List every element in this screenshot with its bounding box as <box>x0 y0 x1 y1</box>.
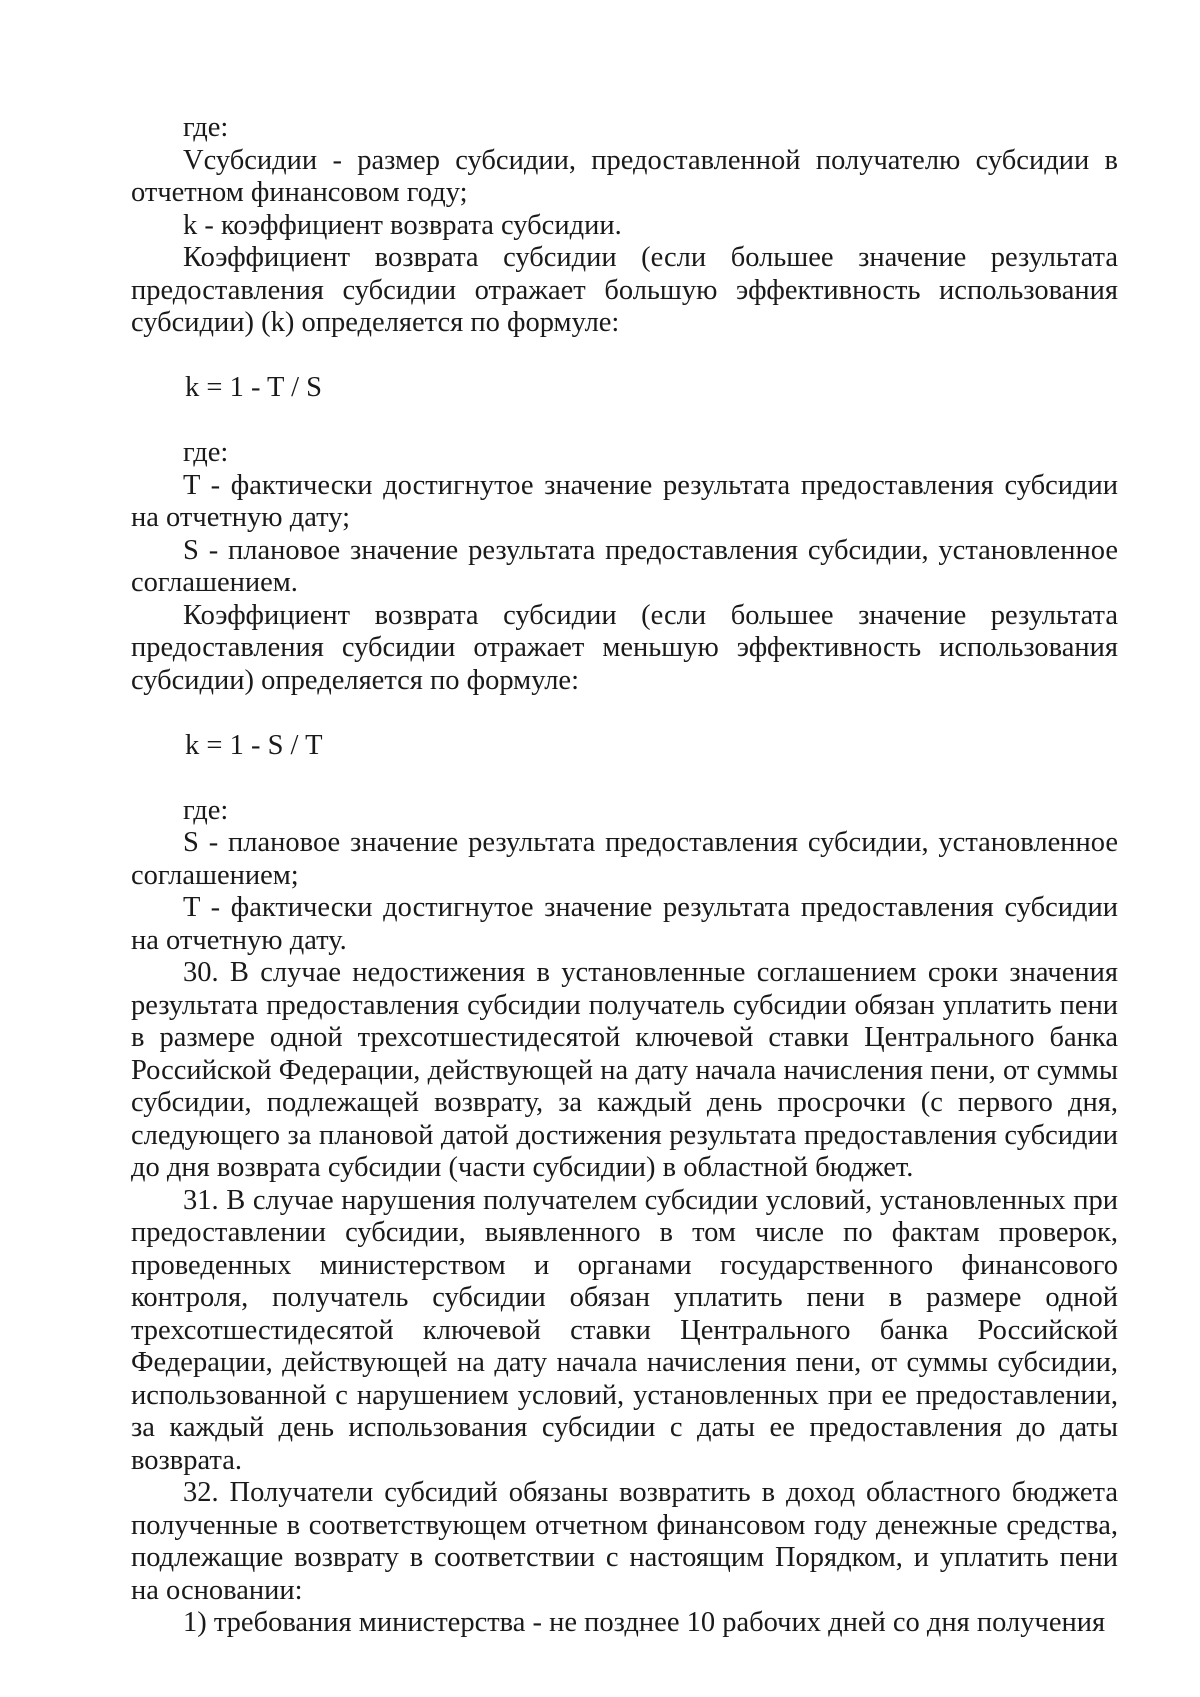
paragraph-32: 32. Получатели субсидий обязаны возвратить в доход областного бюджета полученные в соответствующем отчетном финансовом году денежные средства, подлежащие возврату в соответствии с настоящим Порядком, и уплатить пени на основании: <box>131 1477 1118 1606</box>
paragraph-30: 30. В случае недостижения в установленные соглашением сроки значения результата предоставления субсидии получатель субсидии обязан уплатить пени в размере одной трехсотшестидесятой ключевой ставки Центрального банка Российской Федерации, действующей на дату начала начисления пени, от суммы субсидии, подлежащей возврату, за каждый день просрочки (с первого дня, следующего за плановой датой достижения результата предоставления субсидии до дня возврата субсидии (части субсидии) в областной бюджет. <box>131 957 1118 1183</box>
text-definition-k: k - коэффициент возврата субсидии. <box>183 209 622 241</box>
text-coefficient-rule-1: Коэффициент возврата субсидии (если большее значение результата предоставления субсидии отражает большую эффективность использования субсидии) (k) определяется по формуле: <box>131 242 1118 338</box>
paragraph-31: 31. В случае нарушения получателем субсидии условий, установленных при предоставлении субсидии, выявленного в том числе по фактам проверок, проведенных министерством и органами государственного финансового контроля, получатель субсидии обязан уплатить пени в размере одной трехсотшестидесятой ключевой ставки Центрального банка Российской Федерации, действующей на дату начала начисления пени, от суммы субсидии, использованной с нарушением условий, установленных при ее предоставлении, за каждый день использования субсидии с даты ее предоставления до даты возврата. <box>131 1184 1118 1476</box>
text-where-2: где: <box>183 437 229 468</box>
formula-1: k = 1 - T / S <box>185 372 322 403</box>
text-coefficient-rule-2: Коэффициент возврата субсидии (если большее значение результата предоставления субсидии отражает меньшую эффективность использования субсидии) определяется по формуле: <box>131 599 1118 696</box>
text-definition-s-2: S - плановое значение результата предоставления субсидии, установленное соглашением; <box>131 827 1118 891</box>
text-definition-t-2: T - фактически достигнутое значение результата предоставления субсидии на отчетную дату. <box>131 892 1118 956</box>
text-definition-t-1: T - фактически достигнутое значение результата предоставления субсидии на отчетную дату; <box>131 469 1118 533</box>
text-where-3: где: <box>183 794 229 826</box>
text-definition-s-1: S - плановое значение результата предоставления субсидии, установленное соглашением. <box>131 534 1118 598</box>
paragraph-32-item-1: 1) требования министерства - не позднее 10 рабочих дней со дня получения <box>183 1607 1106 1638</box>
document-page <box>131 112 1118 1640</box>
text-definition-vsubsidy: Vсубсидии - размер субсидии, предоставленной получателю субсидии в отчетном финансовом году; <box>131 144 1118 208</box>
formula-2: k = 1 - S / T <box>185 729 323 761</box>
text-where-1: где: <box>183 112 229 143</box>
